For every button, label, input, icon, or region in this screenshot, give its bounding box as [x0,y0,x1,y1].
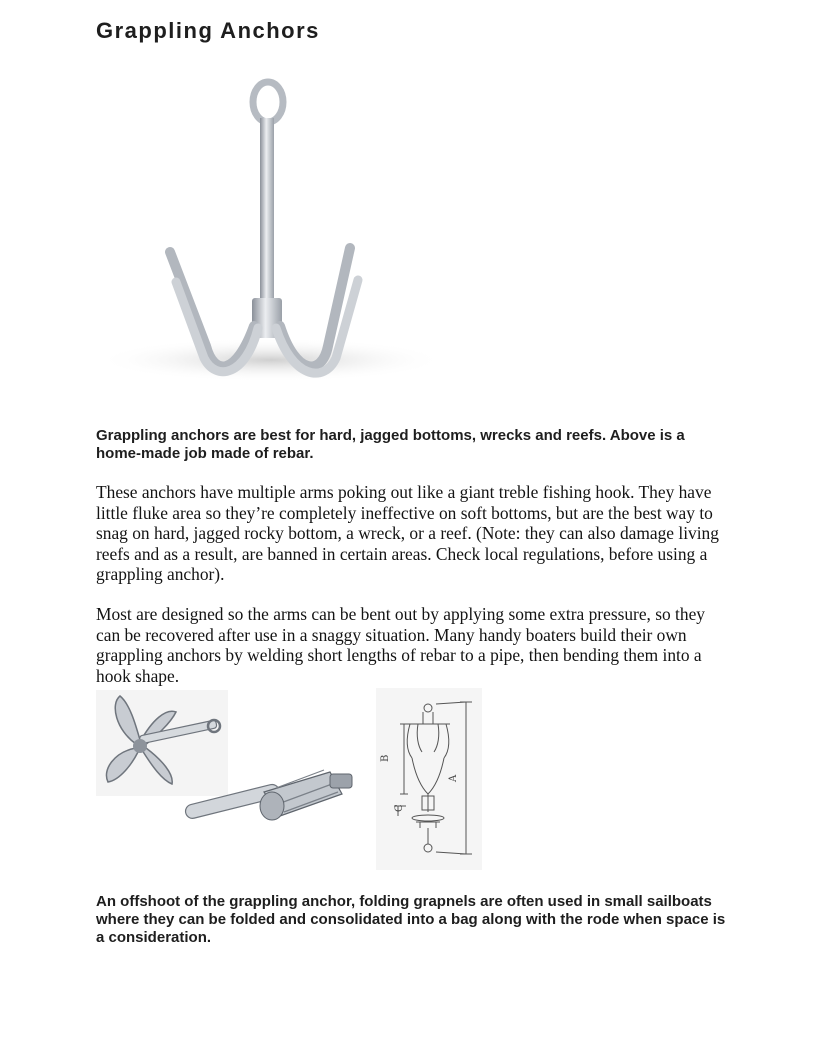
diagram-label-b: B [380,754,391,762]
diagram-label-a: A [448,774,459,782]
page-title: Grappling Anchors [96,18,320,43]
folding-grapnel-closed-image [180,764,360,836]
diagram-label-c: C [394,804,405,812]
caption-bottom: An offshoot of the grappling anchor, folding grapnels are often used in small sailboats where they can be folded and consolidated into a bag along with the rode when space is a consideration. [96,893,726,946]
caption-top: Grappling anchors are best for hard, jagged bottoms, wrecks and reefs. Above is a home-made job made of rebar. [96,427,685,462]
folding-grapnel-diagram [376,688,482,870]
paragraph-1: These anchors have multiple arms poking out like a giant treble fishing hook. They have little fluke area so they’re completely ineffective on soft bottoms, but are the best way to snag on hard, jagged rocky bottom, a wreck, or a reef. (Note: they can also damage living reefs and as a result, are banned in certain areas. Check local regulations, before using a grappling anchor). [96,482,719,584]
paragraph-2: Most are designed so the arms can be bent out by applying some extra pressure, so they can be recovered after use in a snaggy situation. Many handy boaters build their own grappling anchors by welding short lengths of rebar to a pipe, then bending them into a hook shape. [96,604,706,686]
rebar-grappling-anchor-image [96,76,442,398]
